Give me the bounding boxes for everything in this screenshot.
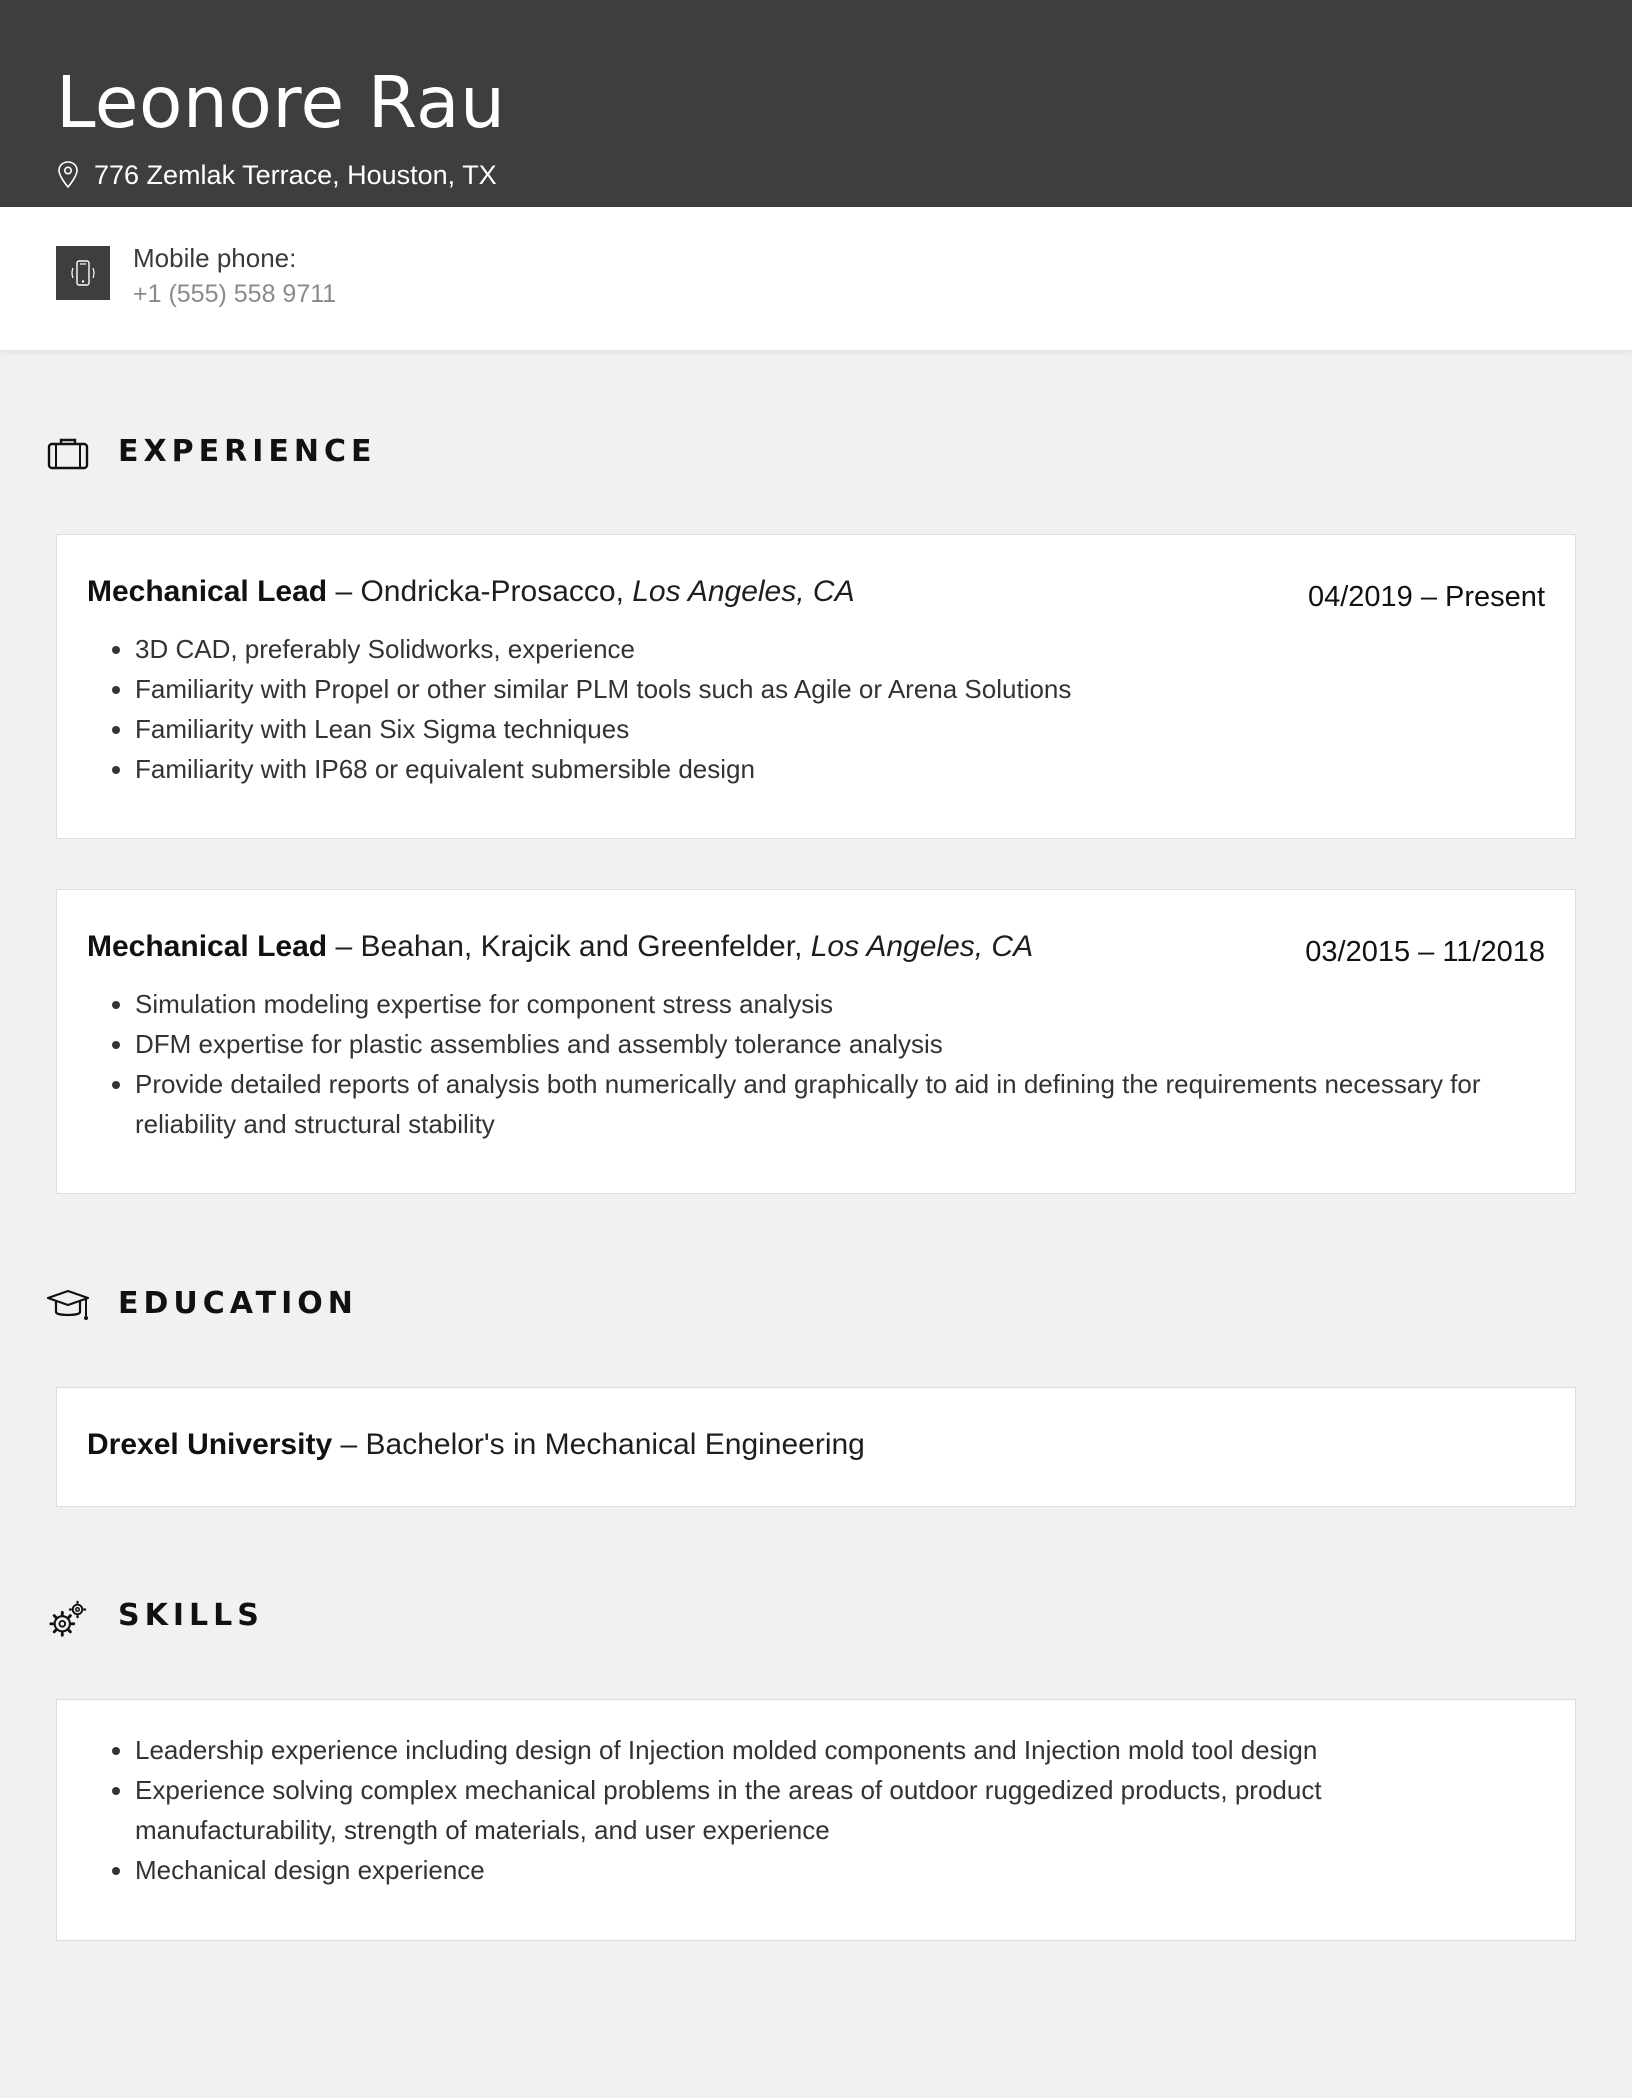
job-dates: 04/2019 – Present <box>1307 581 1545 613</box>
mobile-phone-icon <box>66 256 100 290</box>
job-company: Beahan, Krajcik and Greenfelder <box>360 930 795 963</box>
list-item: • Leadership experience including design of Injection molded components and Injection mold tool design <box>135 1730 1485 1770</box>
job-role: Mechanical Lead <box>87 930 328 963</box>
job-role: Mechanical Lead <box>87 575 328 608</box>
experience-card-1 <box>56 534 1576 839</box>
education-school: Drexel University <box>87 1428 333 1461</box>
phone-label: Mobile phone: <box>133 243 297 273</box>
list-item: • Familiarity with IP68 or equivalent submersible design <box>135 749 1485 789</box>
skills-list <box>135 1730 1485 1890</box>
contact-bar <box>0 207 1632 350</box>
comma: , <box>794 930 811 963</box>
job-title-line <box>87 575 855 609</box>
graduation-cap-icon <box>46 1286 90 1326</box>
skills-title: SKILLS <box>118 1598 264 1633</box>
list-item: • Provide detailed reports of analysis both numerically and graphically to aid in defining the requirements necessary for reliability and structural stability <box>135 1064 1485 1144</box>
separator: – <box>335 930 361 963</box>
skills-card <box>56 1699 1576 1941</box>
separator: – <box>340 1428 366 1461</box>
education-degree: Bachelor's in Mechanical Engineering <box>365 1428 865 1461</box>
list-item: • DFM expertise for plastic assemblies and assembly tolerance analysis <box>135 1024 1485 1064</box>
comma: , <box>615 575 633 608</box>
job-company: Ondricka-Prosacco <box>360 575 616 608</box>
separator: – <box>335 575 361 608</box>
job-location: Los Angeles, CA <box>632 575 855 608</box>
list-item: • 3D CAD, preferably Solidworks, experience <box>135 629 1485 669</box>
job-bullets <box>135 629 1485 789</box>
experience-heading <box>46 434 446 474</box>
education-title: EDUCATION <box>118 1286 358 1321</box>
experience-card-2 <box>56 889 1576 1194</box>
candidate-name: Leonore Rau <box>56 61 506 144</box>
education-line <box>87 1428 865 1462</box>
list-item: • Experience solving complex mechanical problems in the areas of outdoor ruggedized products, product manufacturability, strength of materials, and user experience <box>135 1770 1485 1850</box>
list-item: • Familiarity with Lean Six Sigma techniques <box>135 709 1485 749</box>
resume-header <box>0 0 1632 207</box>
gears-icon <box>46 1599 90 1639</box>
skills-heading <box>46 1598 446 1640</box>
list-item: • Simulation modeling expertise for component stress analysis <box>135 984 1485 1024</box>
list-item: • Mechanical design experience <box>135 1850 1485 1890</box>
job-dates: 03/2015 – 11/2018 <box>1305 936 1545 968</box>
address-line <box>56 158 497 192</box>
education-heading <box>46 1286 446 1326</box>
address-text: 776 Zemlak Terrace, Houston, TX <box>94 159 497 190</box>
education-card <box>56 1387 1576 1507</box>
phone-value[interactable]: +1 (555) 558 9711 <box>133 280 337 308</box>
job-location: Los Angeles, CA <box>810 930 1034 963</box>
briefcase-icon <box>46 434 90 474</box>
experience-title: EXPERIENCE <box>118 434 377 469</box>
job-title-line <box>87 930 1033 964</box>
job-bullets <box>135 984 1485 1144</box>
map-pin-icon <box>56 160 80 190</box>
list-item: • Familiarity with Propel or other similar PLM tools such as Agile or Arena Solutions <box>135 669 1485 709</box>
phone-icon-box <box>56 246 110 300</box>
